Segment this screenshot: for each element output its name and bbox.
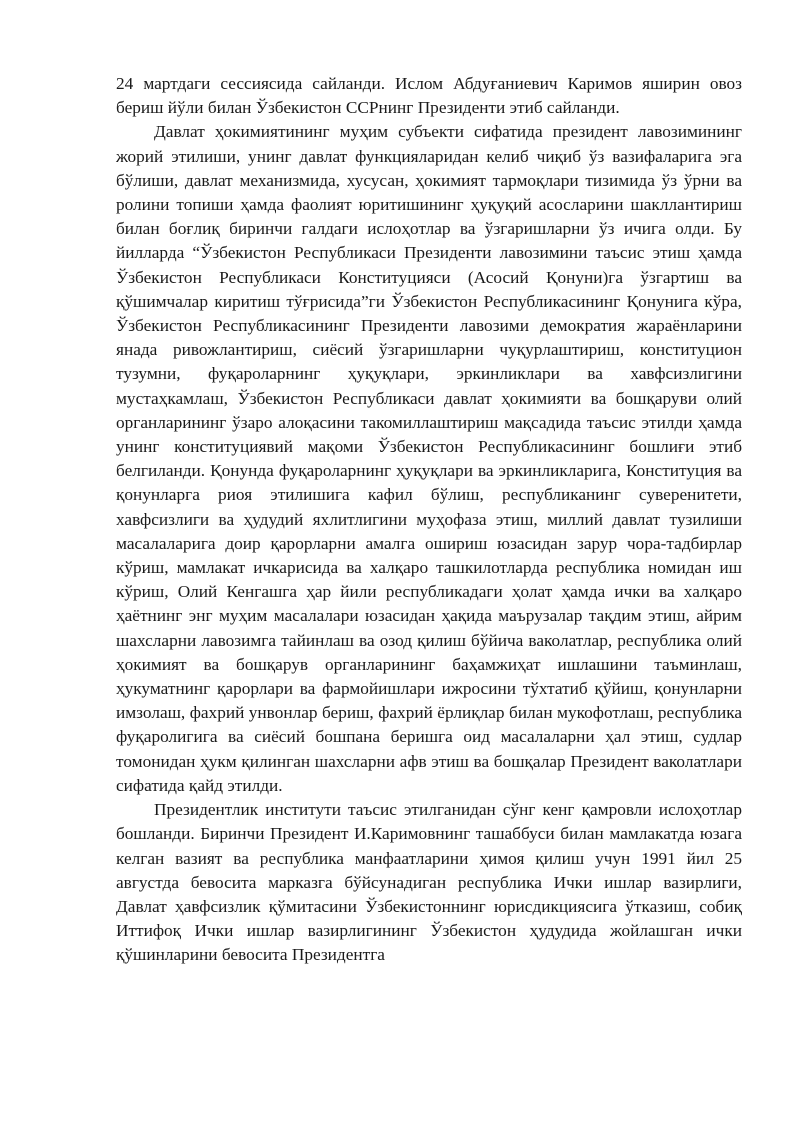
paragraph-2: Давлат ҳокимиятининг муҳим субъекти сифатида президент лавозимининг жорий этилиши, унинг давлат функцияларидан келиб чиқиб ўз вазифаларига эга бўлиши, давлат механизмида, хусусан, ҳокимият тармоқлари тизимида ўз ўрни ва ролини топиши ҳамда фаолият юритишининг ҳуқуқий асосларини шакллантириш билан боғлиқ биринчи галдаги ислоҳотлар ва ўзгаришларни ўз ичига олди. Бу йилларда “Ўзбекистон Республикаси Президенти лавозимини таъсис этиш ҳамда Ўзбекистон Республикаси Конституцияси (Асосий Қонуни)га ўзгартиш ва қўшимчалар киритиш тўғрисида”ги Ўзбекистон Республикасининг Қонунига кўра, Ўзбекистон Республикасининг Президенти лавозими демократия жараёнларини янада ривожлантириш, сиёсий ўзгаришларни чуқурлаштириш, конституцион тузумни, фуқароларнинг ҳуқуқлари, эркинликлари ва хавфсизлигини мустаҳкамлаш, Ўзбекистон Республикаси давлат ҳокимияти ва бошқаруви олий органларининг ўзаро алоқасини такомиллаштириш мақсадида таъсис этилди ҳамда унинг конституциявий мақоми Ўзбекистон Республикасининг бошлиғи этиб белгиланди. Қонунда фуқароларнинг ҳуқуқлари ва эркинликларига, Конституция ва қонунларга риоя этилишига кафил бўлиш, республиканинг суверенитети, хавфсизлиги ва ҳудудий яхлитлигини муҳофаза этиш, миллий давлат тузилиши масалаларига доир қарорларни амалга ошириш юзасидан зарур чора-тадбирлар кўриш, мамлакат ичкарисида ва халқаро ташкилотларда республика номидан иш кўриш, Олий Кенгашга ҳар йили республикадаги ҳолат ҳамда ички ва халқаро ҳаётнинг энг муҳим масалалари юзасидан ҳақида маърузалар тақдим этиш, айрим шахсларни лавозимга тайинлаш ва озод қилиш бўйича ваколатлар, республика олий ҳокимият ва бошқарув органларининг баҳамжиҳат ишлашини таъминлаш, ҳукуматнинг қарорлари ва фармойишлари ижросини тўхтатиб қўйиш, қонунларни имзолаш, фахрий унвонлар бериш, фахрий ёрлиқлар билан мукофотлаш, республика фуқаролигига ва сиёсий бошпана беришга оид масалаларни ҳал этиш, судлар томонидан ҳукм қилинган шахсларни афв этиш ва бошқалар Президент ваколатлари сифатида қайд этилди. [116,122,742,795]
paragraph-3: Президентлик институти таъсис этилганидан сўнг кенг қамровли ислоҳотлар бошланди. Биринчи Президент И.Каримовнинг ташаббуси билан мамлакатда юзага келган вазият ва республика манфаатларини ҳимоя қилиш учун 1991 йил 25 августда бевосита марказга бўйсунадиган республика Ички ишлар вазирлиги, Давлат ҳавфсизлик қўмитасини Ўзбекистоннинг юрисдикциясига ўтказиш, собиқ Иттифоқ Ички ишлар вазирлигининг Ўзбекистон ҳудудида жойлашган ички қўшинларини бевосита Президентга [116,800,742,965]
paragraph-1: 24 мартдаги сессиясида сайланди. Ислом Абдуғаниевич Каримов яширин овоз бериш йўли билан Ўзбекистон ССРнинг Президенти этиб сайланди. [116,74,742,118]
body-text [116,72,742,968]
